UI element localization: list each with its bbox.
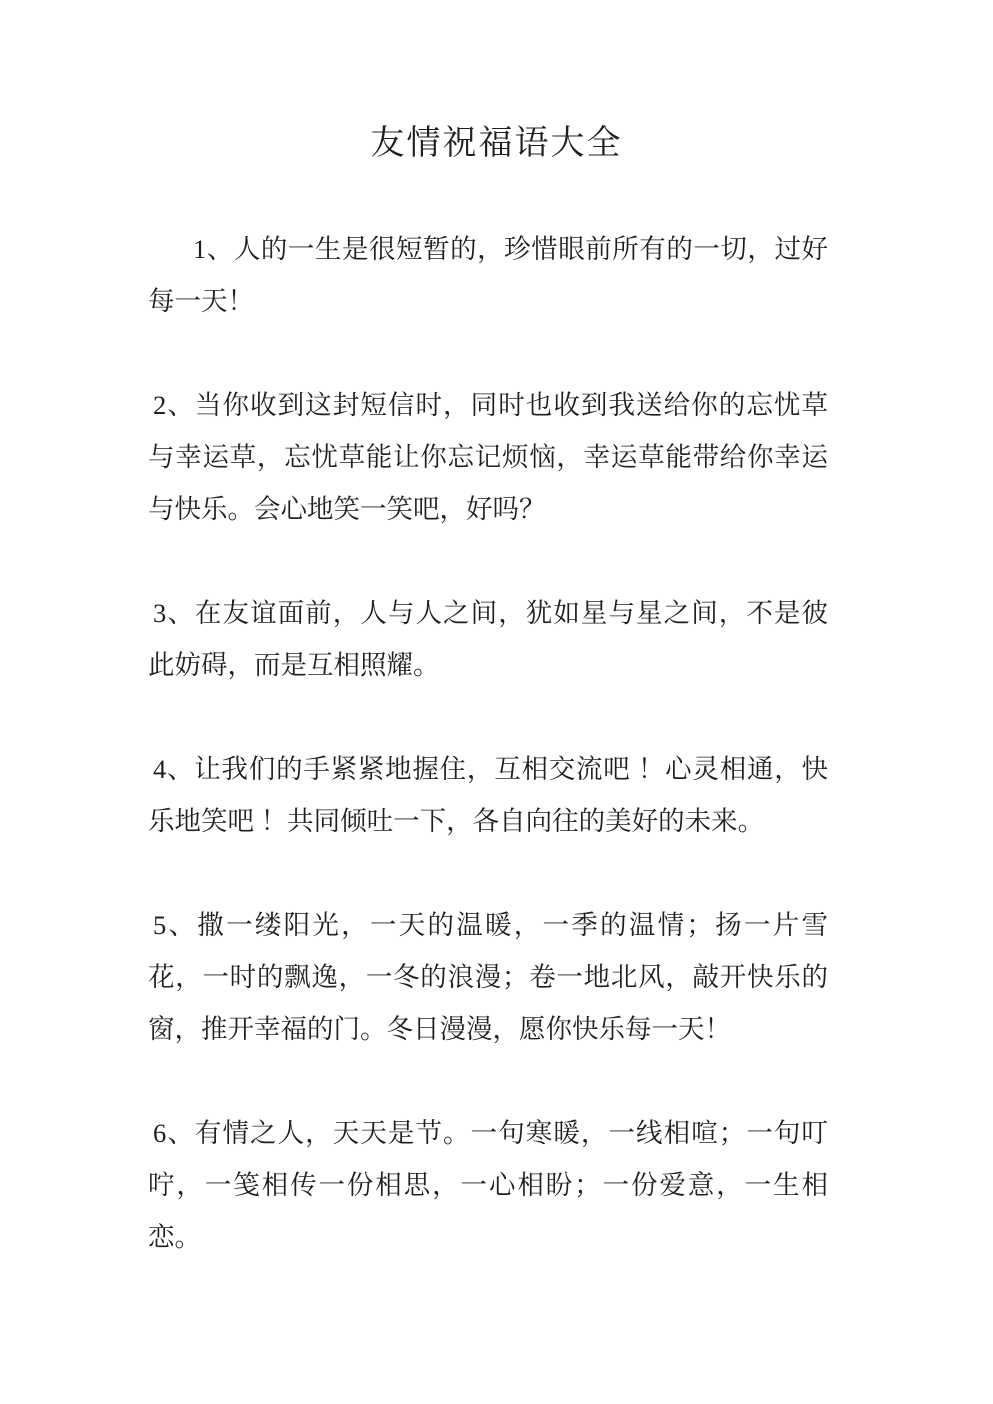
paragraph-4: 4、让我们的手紧紧地握住，互相交流吧 ！心灵相通，快乐地笑吧 ！共同倾吐一下，各自向往的美好的未来。 xyxy=(148,754,828,836)
page-title: 友情祝福语大全 xyxy=(370,125,623,162)
paragraph-6: 6、有情之人，天天是节。一句寒暖，一线相喧；一句叮咛，一笺相传一份相思，一心相盼；一份爱意，一生相恋。 xyxy=(148,1118,828,1252)
paragraph-1: 1、人的一生是很短暂的，珍惜眼前所有的一切，过好每一天！ xyxy=(148,234,828,316)
paragraph-3: 3、在友谊面前，人与人之间，犹如星与星之间，不是彼此妨碍，而是互相照耀。 xyxy=(148,598,828,680)
paragraph-5: 5、撒一缕阳光，一天的温暖，一季的温情；扬一片雪花，一时的飘逸，一冬的浪漫；卷一地北风，敲开快乐的窗，推开幸福的门。冬日漫漫，愿你快乐每一天！ xyxy=(148,910,828,1044)
document-body xyxy=(148,223,828,1263)
paragraph-2: 2、当你收到这封短信时，同时也收到我送给你的忘忧草与幸运草，忘忧草能让你忘记烦恼，幸运草能带给你幸运与快乐。会心地笑一笑吧，好吗？ xyxy=(148,390,828,524)
